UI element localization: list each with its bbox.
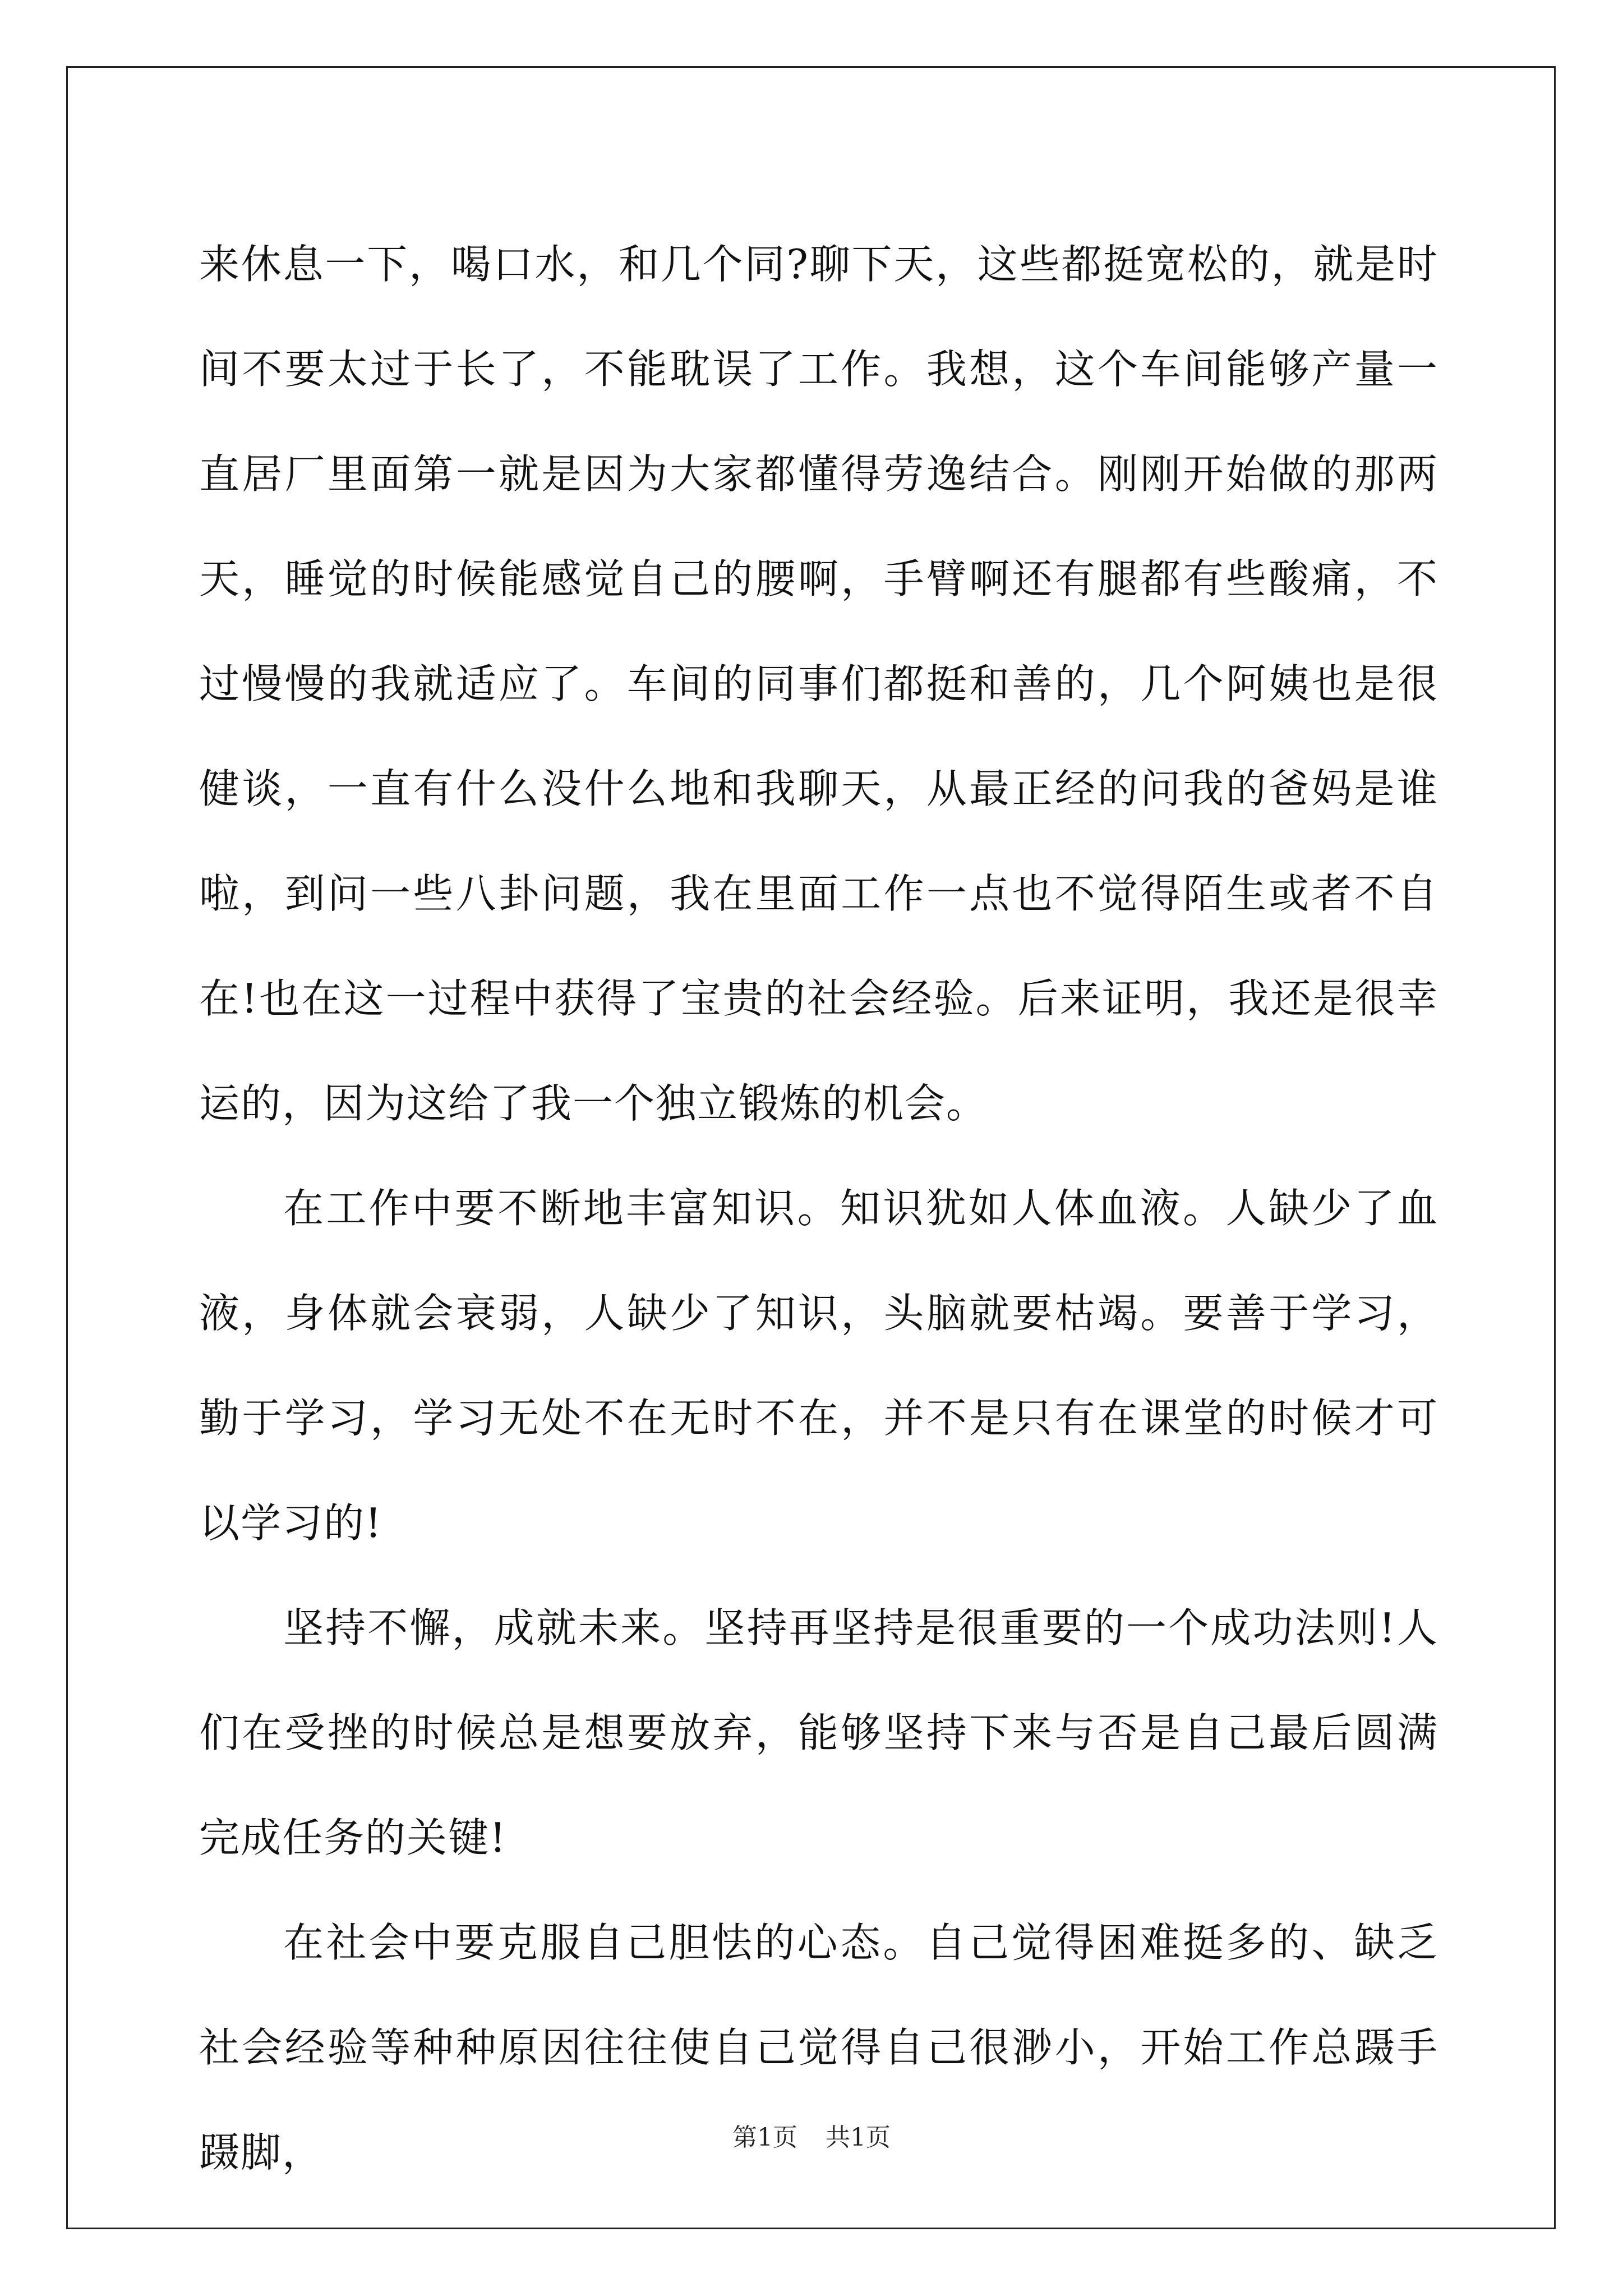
paragraph-1: 来休息一下，喝口水，和几个同?聊下天，这些都挺宽松的，就是时间不要太过于长了，不能耽误了工作。我想，这个车间能够产量一直居厂里面第一就是因为大家都懂得劳逸结合。刚刚开始做的那两天，睡觉的时候能感觉自己的腰啊，手臂啊还有腿都有些酸痛，不过慢慢的我就适应了。车间的同事们都挺和善的，几个阿姨也是很健谈，一直有什么没什么地和我聊天，从最正经的问我的爸妈是谁啦，到问一些八卦问题，我在里面工作一点也不觉得陌生或者不自在!也在这一过程中获得了宝贵的社会经验。后来证明，我还是很幸运的，因为这给了我一个独立锻炼的机会。 [199,241,1438,1127]
page-footer [0,2117,1623,2153]
page-number-current: 第1页 [732,2123,797,2152]
paragraph-4: 在社会中要克服自己胆怯的心态。自己觉得困难挺多的、缺乏社会经验等种种原因往往使自己觉得自己很渺小，开始工作总蹑手蹑脚， [199,1919,1438,2176]
paragraph-2: 在工作中要不断地丰富知识。知识犹如人体血液。人缺少了血液，身体就会衰弱，人缺少了知识，头脑就要枯竭。要善于学习，勤于学习，学习无处不在无时不在，并不是只有在课堂的时候才可以学习的! [199,1185,1438,1547]
page-number-total: 共1页 [826,2123,891,2152]
document-body [199,212,1438,2205]
paragraph-3: 坚持不懈，成就未来。坚持再坚持是很重要的一个成功法则!人们在受挫的时候总是想要放弃，能够坚持下来与否是自己最后圆满完成任务的关键! [199,1604,1438,1861]
